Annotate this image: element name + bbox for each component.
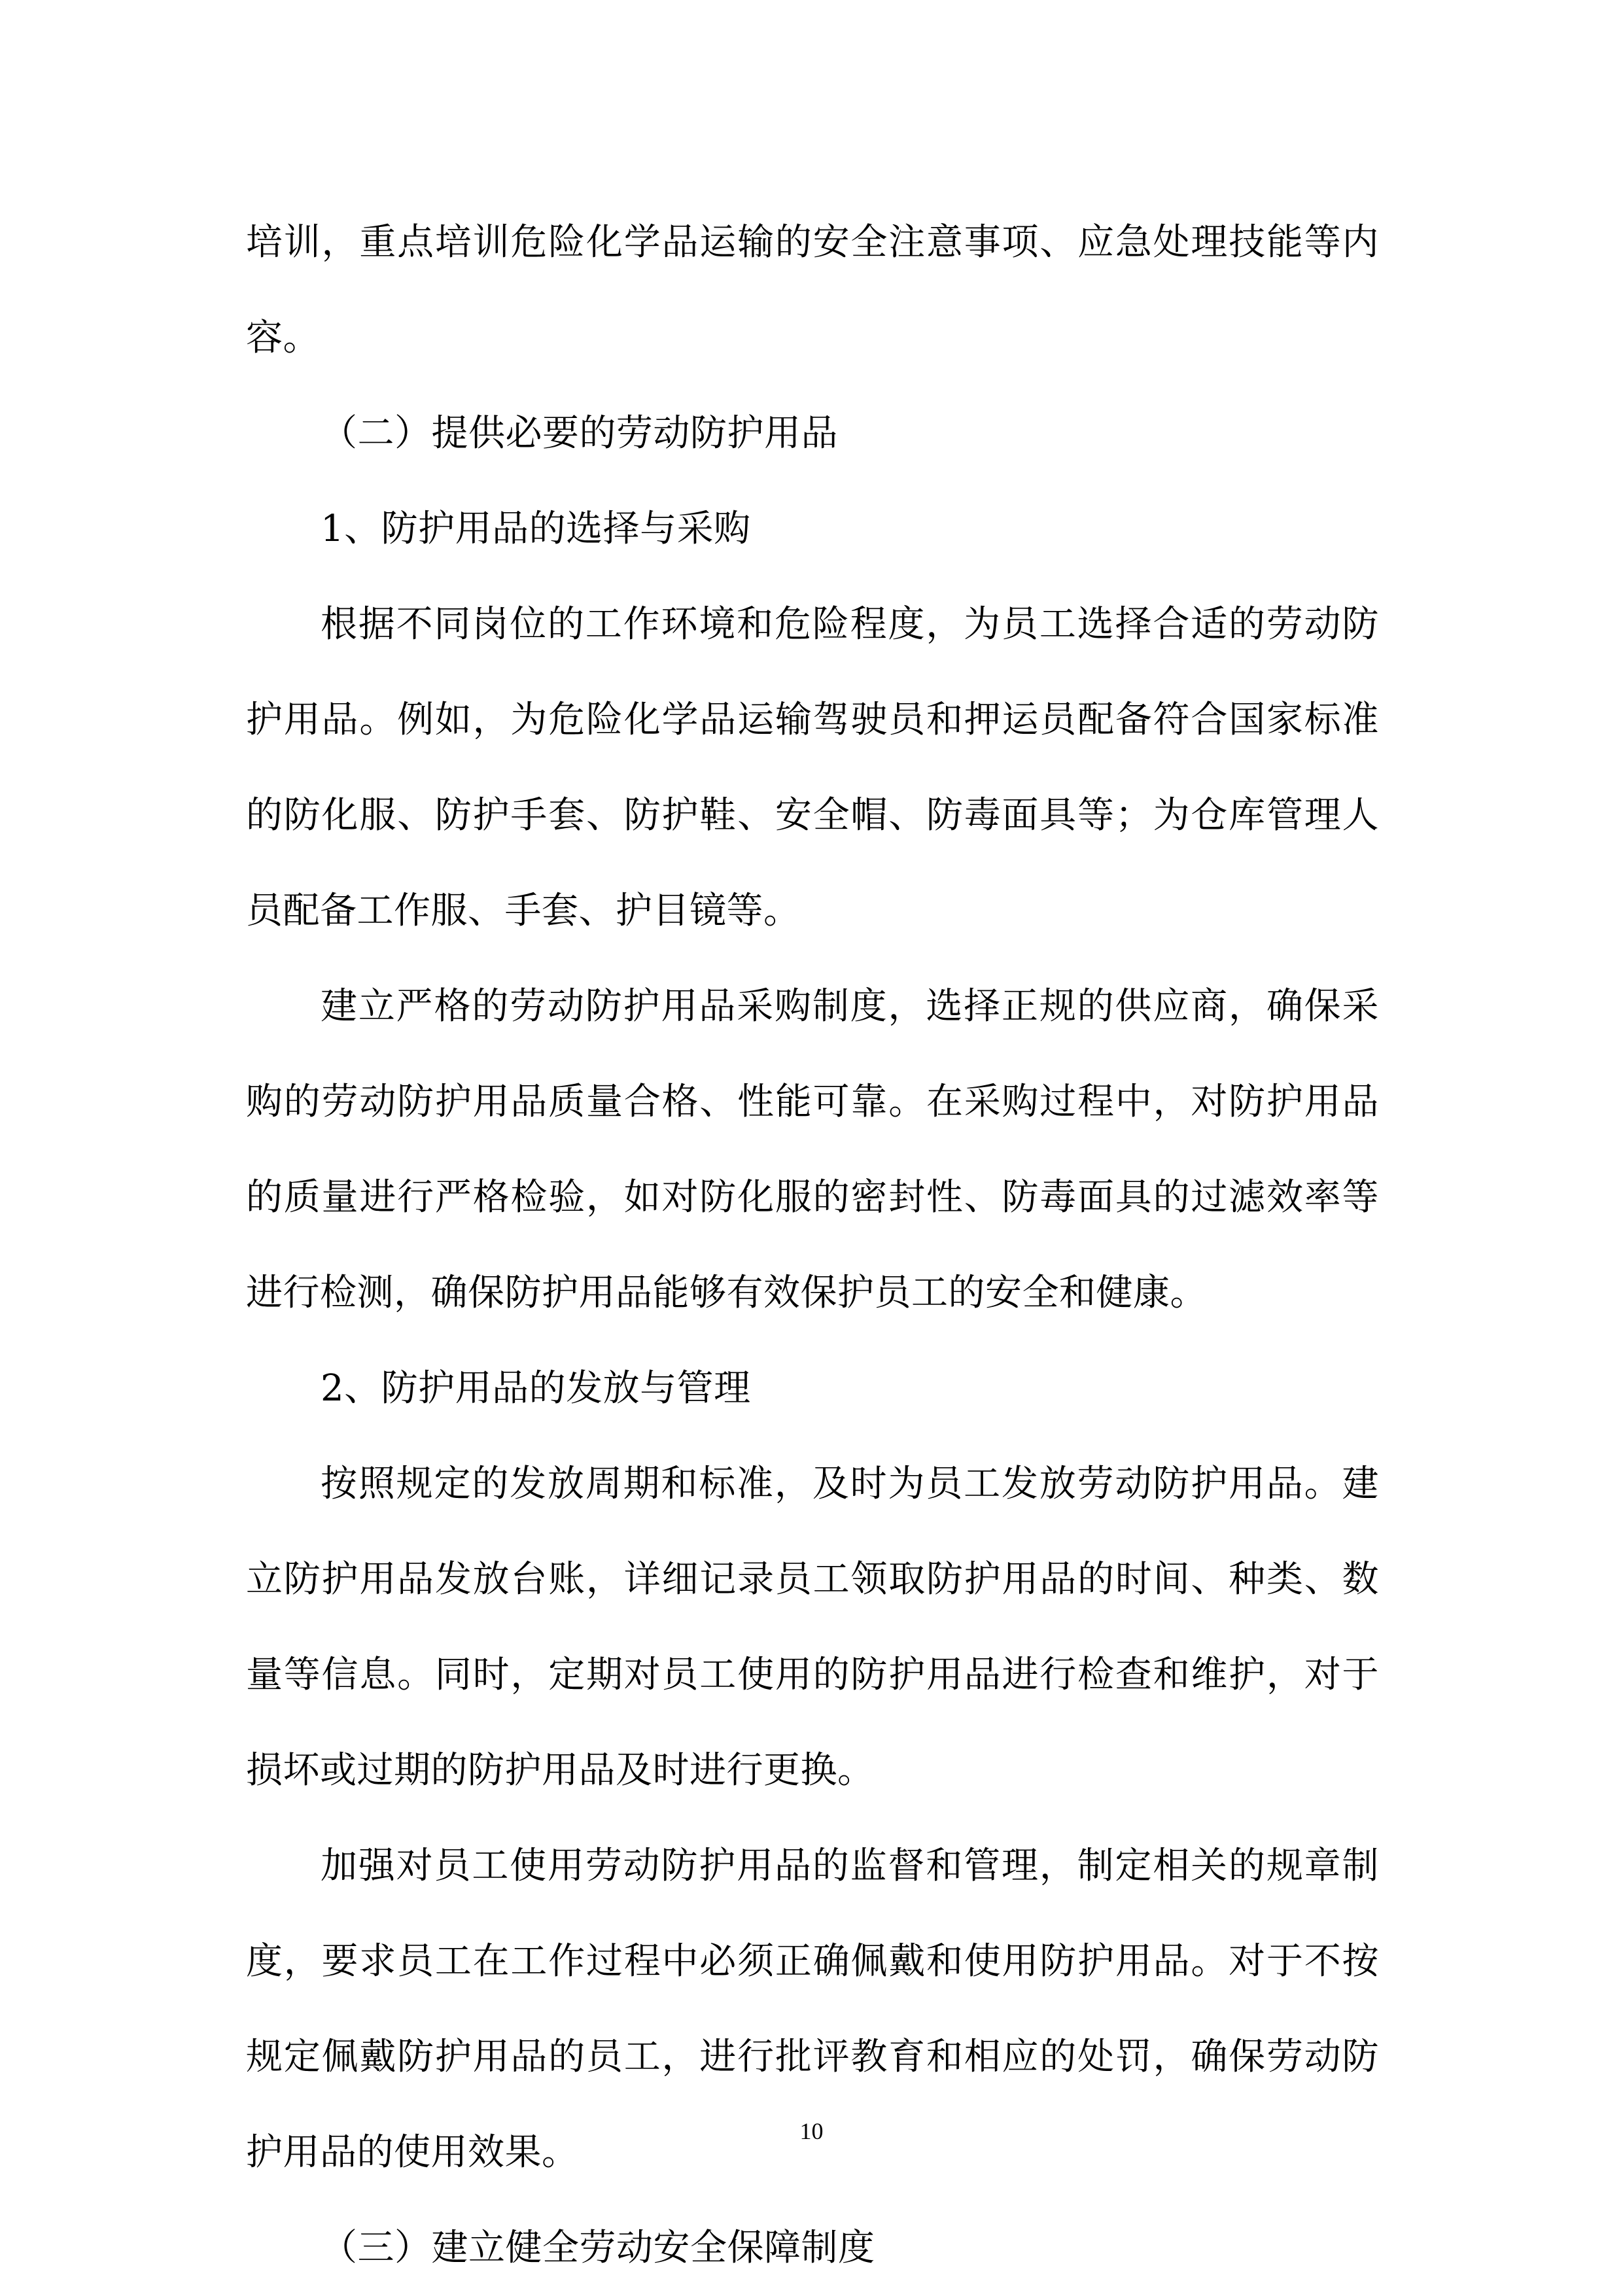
subsection-heading-distribution-management: 2、防护用品的发放与管理 [321, 1367, 751, 1410]
section-heading-safety-system: （三）建立健全劳动安全保障制度 [321, 2227, 875, 2269]
paragraph-distribution: 按照规定的发放周期和标准，及时为员工发放劳动防护用品。建立防护用品发放台账，详细记录员工领取防护用品的时间、种类、数量等信息。同时，定期对员工使用的防护用品进行检查和维护，对于损坏或过期的防护用品及时进行更换。 [246, 1463, 1379, 1792]
paragraph-supervision: 加强对员工使用劳动防护用品的监督和管理，制定相关的规章制度，要求员工在工作过程中必须正确佩戴和使用防护用品。对于不按规定佩戴防护用品的员工，进行批评教育和相应的处罚，确保劳动防护用品的使用效果。 [246, 1845, 1379, 2174]
paragraph-continued-training: 培训，重点培训危险化学品运输的安全注意事项、应急处理技能等内容。 [246, 221, 1379, 359]
paragraph-purchase-system: 建立严格的劳动防护用品采购制度，选择正规的供应商，确保采购的劳动防护用品质量合格、性能可靠。在采购过程中，对防护用品的质量进行严格检验，如对防化服的密封性、防毒面具的过滤效率等进行检测，确保防护用品能够有效保护员工的安全和健康。 [246, 985, 1379, 1314]
section-heading-protective-equipment: （二）提供必要的劳动防护用品 [321, 412, 838, 455]
paragraph-selection: 根据不同岗位的工作环境和危险程度，为员工选择合适的劳动防护用品。例如，为危险化学品运输驾驶员和押运员配备符合国家标准的防化服、防护手套、防护鞋、安全帽、防毒面具等；为仓库管理人员配备工作服、手套、护目镜等。 [246, 603, 1379, 932]
page-number: 10 [799, 2118, 824, 2144]
subsection-heading-selection-purchase: 1、防护用品的选择与采购 [321, 508, 751, 550]
document-body [246, 195, 1379, 2296]
